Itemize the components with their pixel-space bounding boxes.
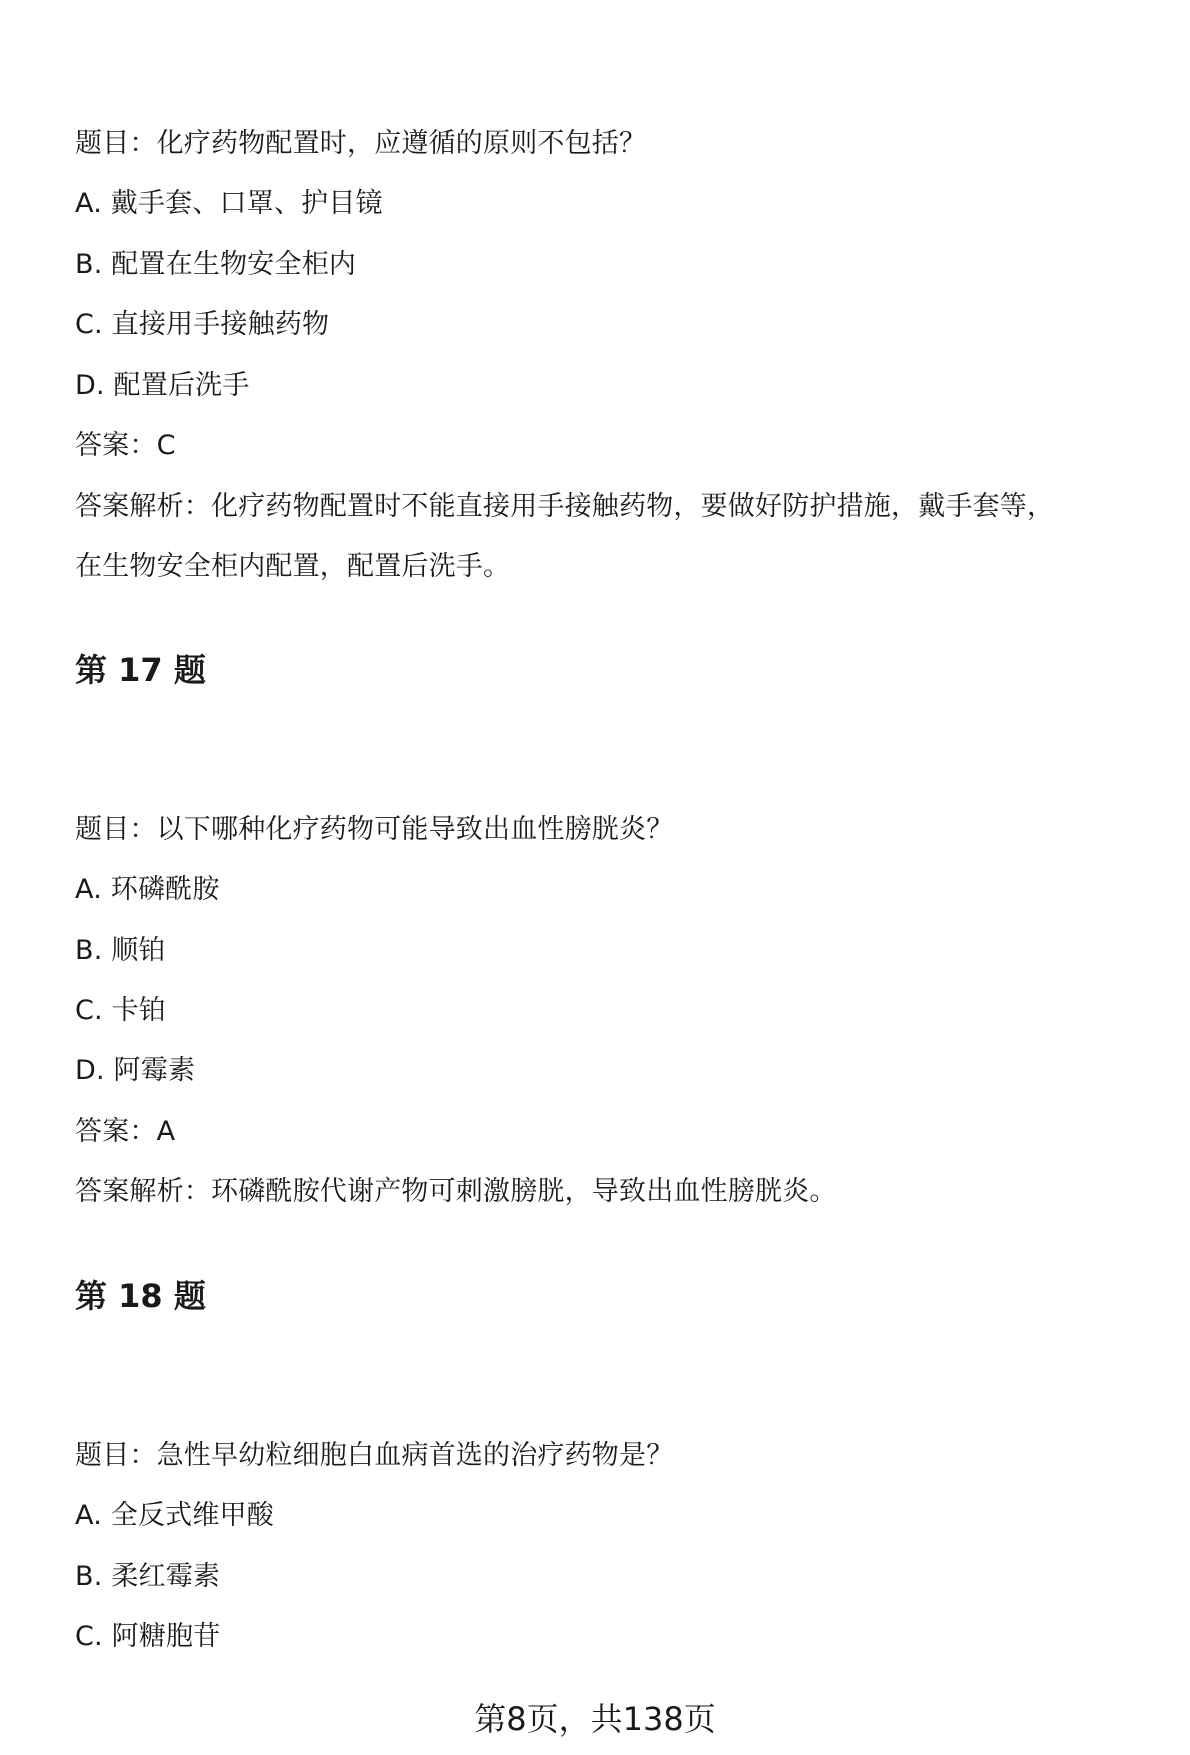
q17-answer: 答案：A: [75, 1116, 176, 1147]
q17-explanation: 答案解析：环磷酰胺代谢产物可刺激膀胱，导致出血性膀胱炎。: [75, 1176, 837, 1207]
q17-option-b: B. 顺铂: [75, 935, 166, 966]
q18-option-a: A. 全反式维甲酸: [75, 1500, 274, 1531]
q16-option-b: B. 配置在生物安全柜内: [75, 249, 357, 280]
q16-explanation-line-1: 答案解析：化疗药物配置时不能直接用手接触药物，要做好防护措施，戴手套等，: [75, 491, 1055, 522]
q16-option-d: D. 配置后洗手: [75, 370, 250, 401]
q17-heading: 第 17 题: [75, 651, 206, 689]
q17-option-d: D. 阿霉素: [75, 1055, 196, 1086]
q18-option-b: B. 柔红霉素: [75, 1561, 221, 1592]
q16-option-a: A. 戴手套、口罩、护目镜: [75, 188, 383, 219]
q16-explanation-line-2: 在生物安全柜内配置，配置后洗手。: [75, 551, 511, 582]
q18-option-c: C. 阿糖胞苷: [75, 1621, 221, 1652]
q16-question: 题目：化疗药物配置时，应遵循的原则不包括？: [75, 128, 647, 159]
q18-question: 题目：急性早幼粒细胞白血病首选的治疗药物是？: [75, 1440, 674, 1471]
q17-option-c: C. 卡铂: [75, 995, 167, 1026]
page-indicator: 第8页，共138页: [474, 1700, 716, 1738]
q17-option-a: A. 环磷酰胺: [75, 874, 220, 905]
q16-answer: 答案：C: [75, 430, 176, 461]
q18-heading: 第 18 题: [75, 1277, 206, 1315]
q17-question: 题目：以下哪种化疗药物可能导致出血性膀胱炎？: [75, 814, 674, 845]
q16-option-c: C. 直接用手接触药物: [75, 309, 330, 340]
